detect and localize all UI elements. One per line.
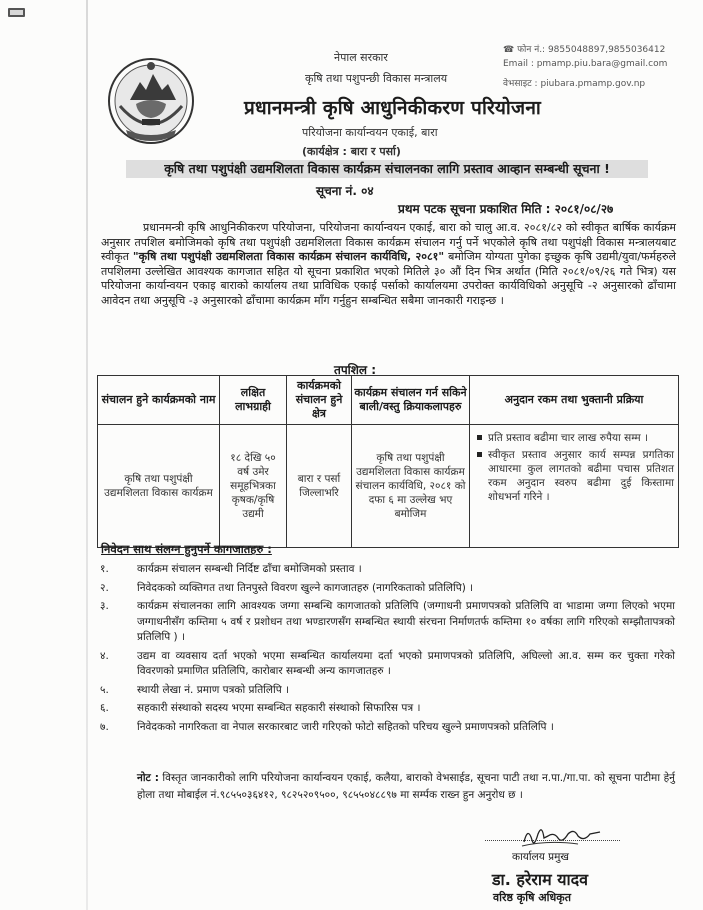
phone-value: फोन नं.: 9855048897,9855036412 <box>517 45 666 55</box>
item-text: कार्यक्रम संचालन सम्बन्धी निर्दिष्ट ढाँचा बमोजिमको प्रस्ताव । <box>137 563 362 575</box>
nepal-emblem-icon <box>106 56 196 146</box>
body-part-1: प्रधानमन्त्री कृषि आधुनिकीकरण परियोजना, परियोजना कार्यान्वयन एकाई, बारा को चालु आ.व. २०८१/८२ को स्वीकृत बार्षिक कार्यक्रम अनुसार तपशिल बमोजिमको कृषि तथा पशुपंक्षी उद्यमशिलता विकास कार्यक्रम संचालन गर्नु पर्ने भएकोले कृषि तथा पशुपंक्षी विकास मन्त्रालयबाट स्वीकृत <box>101 221 676 264</box>
item-text: सहकारी संस्थाको सदस्य भएमा सम्बन्धित सहकारी संस्थाको सिफारिस पत्र । <box>137 702 421 714</box>
item-number: ७. <box>100 720 109 733</box>
schedule-header-row <box>98 376 679 425</box>
documents-heading: निवेदन साथ संलग्न हुनुपर्ने कागजातहरु : <box>101 542 272 556</box>
website-text: वेभसाइट : piubara.pmamp.gov.np <box>503 79 646 89</box>
grant-item: प्रति प्रस्ताव बढीमा चार लाख रुपैया सम्म । <box>488 431 674 445</box>
list-item <box>100 581 675 597</box>
govt-label: नेपाल सरकार <box>334 51 388 64</box>
grant-list <box>476 431 674 504</box>
list-item <box>100 562 675 578</box>
grant-item: स्वीकृत प्रस्ताव अनुसार कार्य सम्पन्न प्रगतिका आधारमा कुल लागतको बढीमा पचास प्रतिशत रकम अनुदान स्वरुप बढीमा दुई किस्तामा शोधभर्ना गरिने । <box>488 449 674 503</box>
body-procedure-name: "कृषि तथा पशुपंक्षी उद्यमशिलता विकास कार्यक्रम संचालन कार्यविधि, २०८१" <box>132 250 445 264</box>
header-beneficiary: लक्षित लाभग्राही <box>220 376 287 425</box>
note-paragraph <box>137 770 675 804</box>
table-row <box>98 425 679 548</box>
item-number: ३. <box>100 600 109 612</box>
item-text: कार्यक्रम संचालनका लागि आवश्यक जग्गा सम्बन्धि कागजातको प्रतिलिपि (जग्गाधनी प्रमाणपत्रको प्रतिलिपि वा भाडामा जग्गा लिएको भएमा जग्गाधनीसँग कम्तिमा ५ वर्ष र प्रशोधन तथा भण्डारणसँग सम्बन्धित स्थायी संरचना निर्माणतर्फ कम्तिमा १० वर्षका लागि गरिएको सम्झौतापत्रको प्रतिलिपि ) । <box>137 600 675 643</box>
note-text: विस्तृत जानकारीको लागि परियोजना कार्यान्वयन एकाई, कलैया, बाराको वेभसाईड, सूचना पाटी तथा न.पा./गा.पा. को सूचना पाटीमा हेर्नु होला तथा मोबाईल नं.९८५५०३६४१२, ९८२५२०९५००, ९८५५०४८८९७ मा सर्म्पक राख्न हुन अनुरोध छ । <box>137 772 675 801</box>
documents-list <box>100 562 675 738</box>
item-number: ५. <box>100 683 109 696</box>
header-area: कार्यक्रमको संचालन हुने क्षेत्र <box>287 376 352 425</box>
list-item <box>100 701 675 717</box>
item-text: उद्यम वा व्यवसाय दर्ता भएको भएमा सम्बन्धित कार्यालयमा दर्ता भएको प्रमाणपत्रको प्रतिलिपि, अघिल्लो आ.व. सम्म कर चुक्ता गरेको विवरणको प्रमाणित प्रतिलिपि, कारोबार सम्बन्धी अन्य कागजातहरु । <box>137 649 675 677</box>
unit-label: परियोजना कार्यान्वयन एकाई, बारा <box>302 126 438 139</box>
list-item <box>100 649 675 680</box>
cell-beneficiary: १८ देखि ५० वर्ष उमेर समूहभित्रका कृषक/कृषि उद्यमी <box>220 425 287 548</box>
notice-subject: कृषि तथा पशुपंक्षी उद्यमशिलता विकास कार्यक्रम संचालनका लागि प्रस्ताव आव्हान सम्बन्धी सूचना ! <box>126 160 648 178</box>
signatory-title: वरिष्ठ कृषि अधिकृत <box>493 891 571 904</box>
cell-area: बारा र पर्सा जिल्लाभरि <box>287 425 352 548</box>
list-item <box>100 683 675 699</box>
signature-line <box>485 840 620 841</box>
cell-program: कृषि तथा पशुपंक्षी उद्यमशिलता विकास कार्यक्रम <box>98 425 220 548</box>
published-date: प्रथम पटक सूचना प्रकाशित मिति : २०८१/०८/२७ <box>398 202 614 216</box>
notice-body <box>101 221 676 309</box>
phone-text <box>503 42 665 55</box>
header-activities: कार्यक्रम संचालन गर्न सकिने बाली/वस्तु क्रियाकलापहरु <box>352 376 470 425</box>
schedule-table <box>97 375 679 548</box>
notice-number: सूचना नं. ०४ <box>316 184 374 198</box>
item-number: ४. <box>100 649 109 662</box>
cell-grant <box>470 425 679 548</box>
list-item <box>100 720 675 736</box>
item-number: १. <box>100 563 109 575</box>
ministry-label: कृषि तथा पशुपन्छी विकास मन्त्रालय <box>305 72 448 85</box>
body-part-2: बमोजिम योग्यता पुगेका इच्छुक कृषि उद्यमी/युवा/फर्महरुले तपशिलमा उल्लेखित आवश्यक कागजात सहित यो सूचना प्रकाशित भएको मितिले ३० औं दिन भित्र अर्थात (मिति २०८१/०९/२६ गते भित्र) यस परियोजना कार्यान्वयन एकाइ बाराको कार्यालय तथा प्राविधिक एकाई पर्साको कार्यालयमा उपरोक्त कार्यविधिको अनुसूचि -२ अनुसारको ढाँचामा आवेदन तथा अनुसूचि -३ अनुसारको ढाँचामा कार्यक्रम माँग गर्नुहुन सम्बन्धित सबैमा जानकारी गराइन्छ । <box>101 250 676 307</box>
schedule-title: तपशिल : <box>334 363 377 377</box>
email-text: Email : pmamp.piu.bara@gmail.com <box>503 59 668 69</box>
cell-activities: कृषि तथा पशुपंक्षी उद्यमशिलता विकास कार्यक्रम संचालन कार्यविधि, २०८१ को दफा ६ मा उल्लेख भए बमोजिम <box>352 425 470 548</box>
note-label: नोट : <box>137 772 159 784</box>
signatory-name: डा. हरेराम यादव <box>492 870 589 889</box>
item-number: २. <box>100 581 109 594</box>
item-number: ६. <box>100 702 109 714</box>
paper-fold-line <box>86 0 88 910</box>
item-text: निवेदकको व्यक्तिगत तथा तिनपुस्ते विवरण खुल्ने कागजातहरु (नागरिकताको प्रतिलिपि) । <box>137 581 474 594</box>
area-label: (कार्यक्षेत्र : बारा र पर्सा) <box>302 145 401 158</box>
item-text: स्थायी लेखा नं. प्रमाण पत्रको प्रतिलिपि । <box>137 683 290 696</box>
header-program: संचालन हुने कार्यक्रमको नाम <box>98 376 220 425</box>
project-title: प्रधानमन्त्री कृषि आधुनिकीकरण परियोजना <box>244 97 542 119</box>
phone-icon: ☎ <box>503 45 518 55</box>
item-text: निवेदकको नागरिकता वा नेपाल सरकारबाट जारी गरिएको फोटो सहितको परिचय खुल्ने प्रमाणपत्रको प्रतिलिपि । <box>137 720 554 733</box>
staple <box>8 8 25 17</box>
list-item <box>100 599 675 646</box>
header-grant: अनुदान रकम तथा भुक्तानी प्रक्रिया <box>470 376 679 425</box>
signatory-role: कार्यालय प्रमुख <box>512 851 569 863</box>
